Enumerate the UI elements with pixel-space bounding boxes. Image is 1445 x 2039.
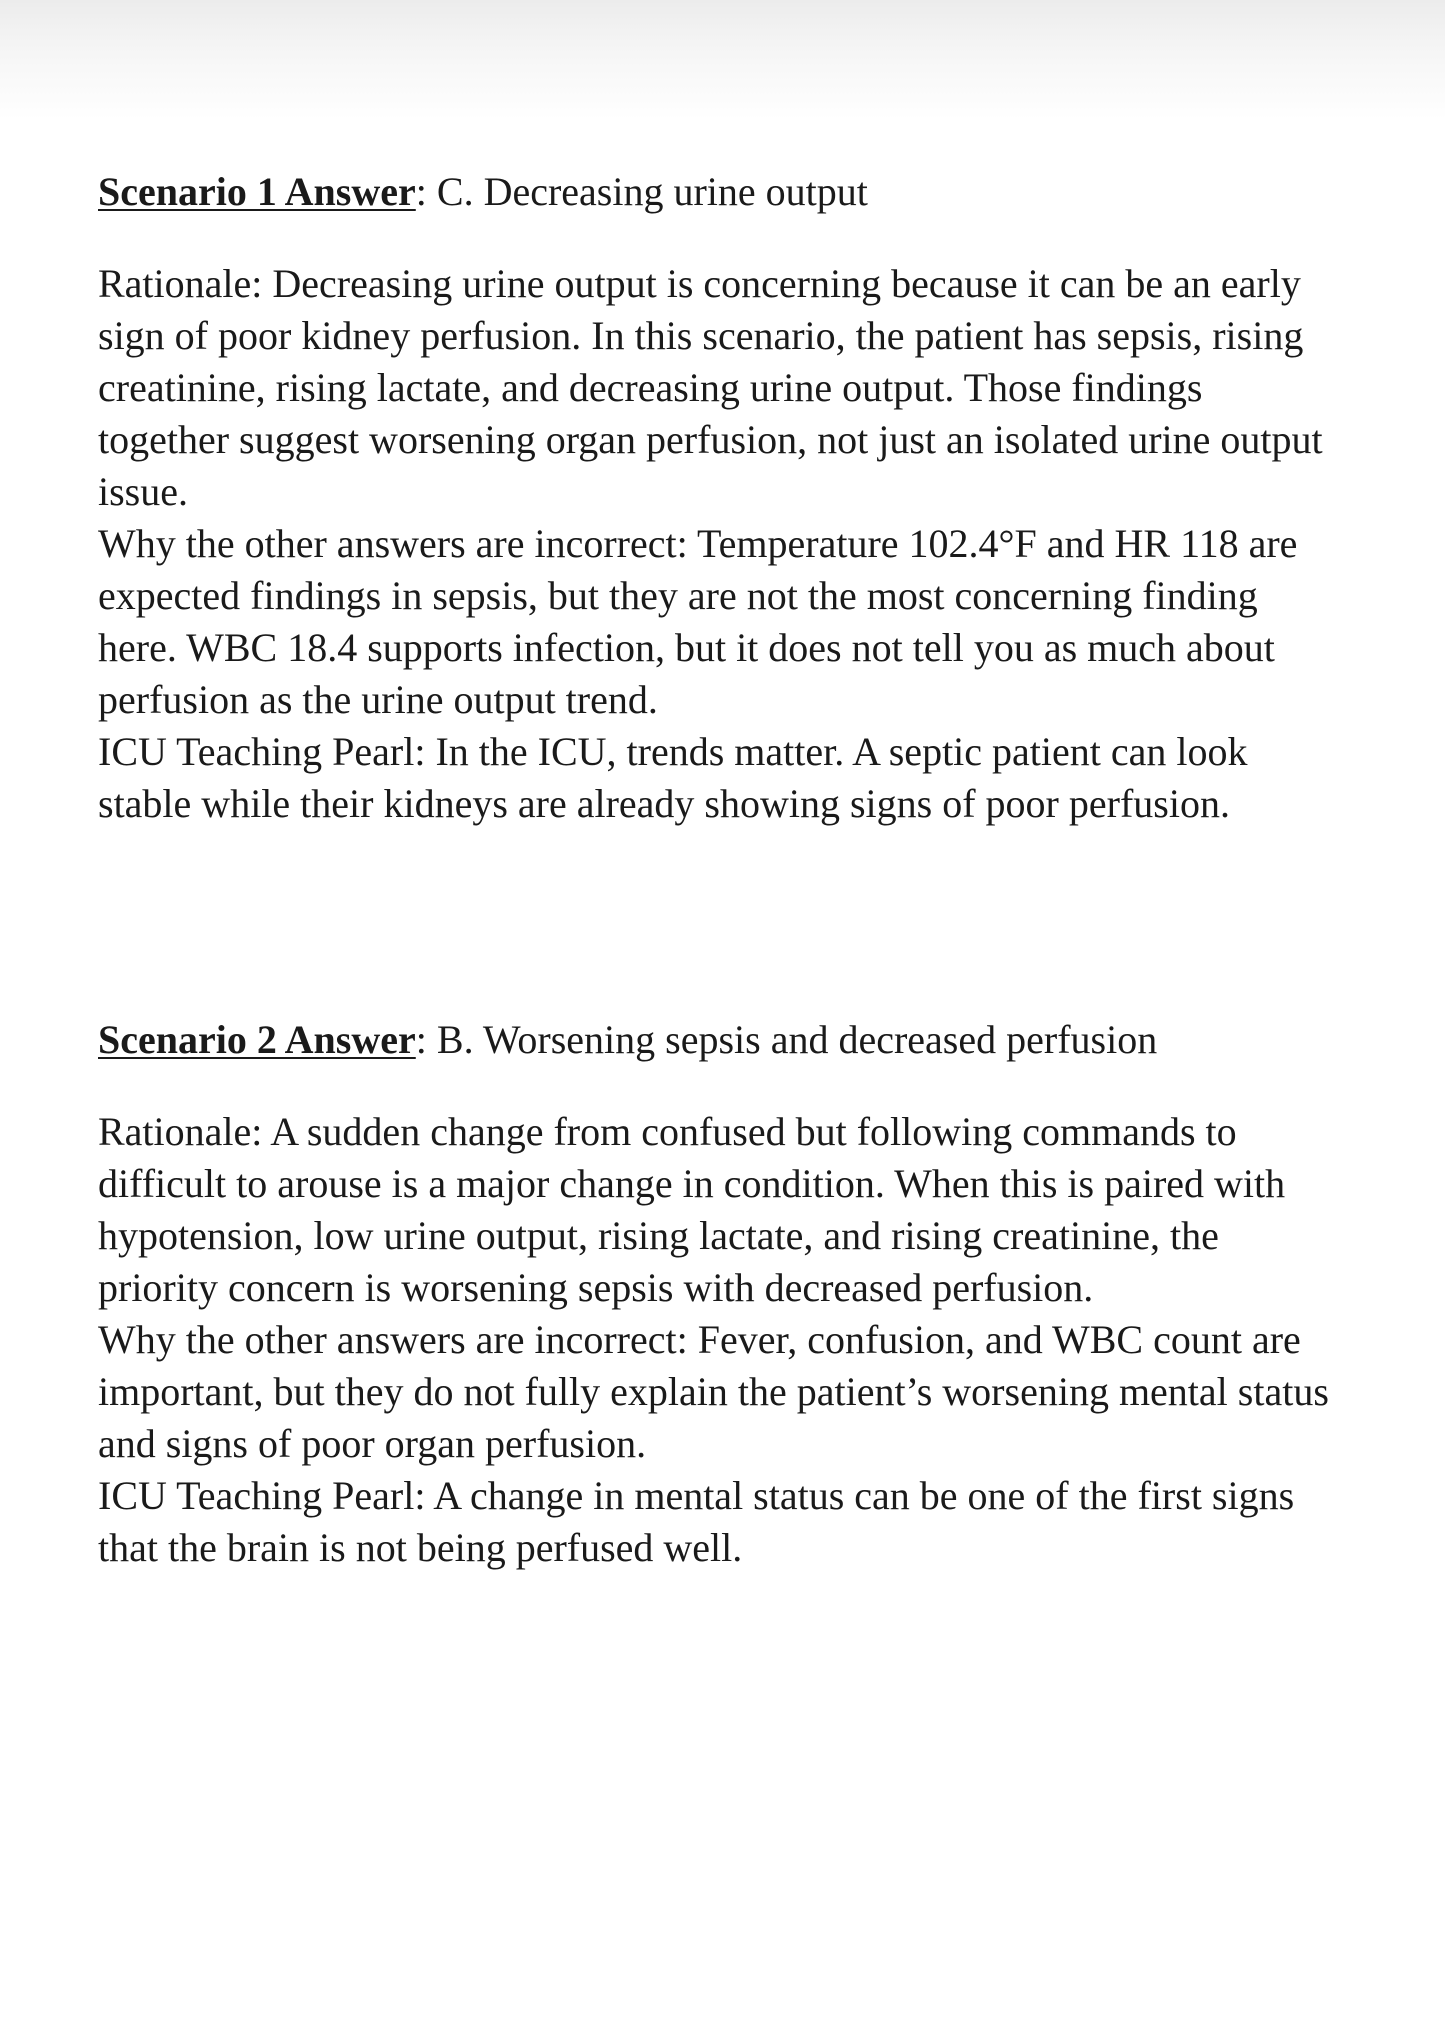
scenario-1-answer-label: Scenario 1 Answer xyxy=(98,169,416,214)
scenario-1-incorrect-explanation: Why the other answers are incorrect: Temperature 102.4°F and HR 118 are expected findings in sepsis, but they are not the most concerning finding here. WBC 18.4 supports infection, but it does not tell you as much about perfusion as the urine output trend. xyxy=(98,521,1298,722)
scenario-2-rationale: Rationale: A sudden change from confused but following commands to difficult to arouse is a major change in condition. When this is paired with hypotension, low urine output, rising lactate, and rising creatinine, the priority concern is worsening sepsis with decreased perfusion. xyxy=(98,1109,1286,1310)
scenario-1-rationale: Rationale: Decreasing urine output is concerning because it can be an early sign of poor kidney perfusion. In this scenario, the patient has sepsis, rising creatinine, rising lactate, and decreasing urine output. Those findings together suggest worsening organ perfusion, not just an isolated urine output issue. xyxy=(98,261,1323,514)
scenario-2-answer-label: Scenario 2 Answer xyxy=(98,1017,416,1062)
scenario-1-answer-text: C. Decreasing urine output xyxy=(436,169,868,214)
scenario-1-answer-line: Scenario 1 Answer: C. Decreasing urine output xyxy=(98,169,868,214)
scenario-2-answer-text: B. Worsening sepsis and decreased perfusion xyxy=(436,1017,1158,1062)
scenario-1-section xyxy=(98,166,1338,830)
scenario-2-section xyxy=(98,1014,1338,1574)
scenario-1-teaching-pearl: ICU Teaching Pearl: In the ICU, trends matter. A septic patient can look stable while their kidneys are already showing signs of poor perfusion. xyxy=(98,729,1248,826)
scenario-2-incorrect-explanation: Why the other answers are incorrect: Fever, confusion, and WBC count are important, but they do not fully explain the patient’s worsening mental status and signs of poor organ perfusion. xyxy=(98,1317,1329,1466)
scenario-2-answer-line: Scenario 2 Answer: B. Worsening sepsis and decreased perfusion xyxy=(98,1017,1158,1062)
scenario-2-teaching-pearl: ICU Teaching Pearl: A change in mental status can be one of the first signs that the brain is not being perfused well. xyxy=(98,1473,1295,1570)
